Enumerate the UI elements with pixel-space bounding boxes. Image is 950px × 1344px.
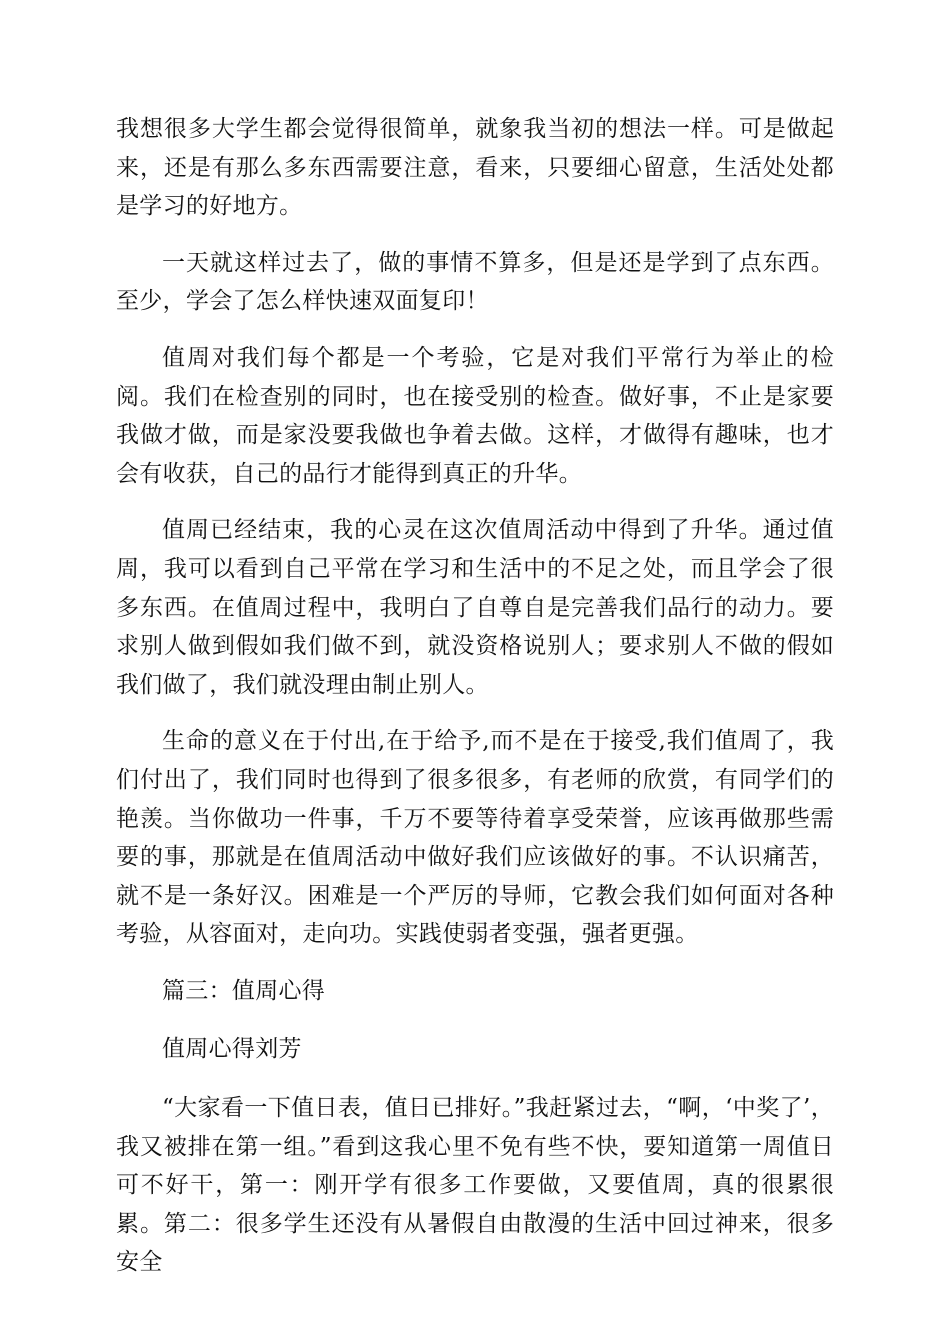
paragraph: 值周对我们每个都是一个考验，它是对我们平常行为举止的检阅。我们在检查别的同时，也在接受别的检查。做好事，不止是家要我做才做，而是家没要我做也争着去做。这样，才做得有趣味，也才会有收获，自己的品行才能得到真正的升华。 [116, 344, 834, 487]
document-body [116, 110, 834, 1300]
paragraph: 值周已经结束，我的心灵在这次值周活动中得到了升华。通过值周，我可以看到自己平常在学习和生活中的不足之处，而且学会了很多东西。在值周过程中，我明白了自尊自是完善我们品行的动力。要求别人做到假如我们做不到，就没资格说别人；要求别人不做的假如我们做了，我们就没理由制止别人。 [116, 517, 834, 698]
paragraph: 一天就这样过去了，做的事情不算多，但是还是学到了点东西。至少，学会了怎么样快速双面复印！ [116, 249, 834, 315]
section-heading: 篇三：值周心得 [162, 977, 326, 1004]
section-subtitle: 值周心得刘芳 [162, 1036, 302, 1063]
paragraph: “大家看一下值日表，值日已排好。”我赶紧过去，“啊，‘中奖了’，我又被排在第一组。”看到这我心里不免有些不快，要知道第一周值日可不好干，第一：刚开学有很多工作要做，又要值周，真的很累很累。第二：很多学生还没有从暑假自由散漫的生活中回过神来，很多安全 [116, 1095, 834, 1276]
paragraph: 生命的意义在于付出,在于给予,而不是在于接受,我们值周了，我们付出了，我们同时也得到了很多很多，有老师的欣赏，有同学们的艳羡。当你做功一件事，千万不要等待着享受荣誉，应该再做那些需要的事，那就是在值周活动中做好我们应该做好的事。不认识痛苦，就不是一条好汉。困难是一个严厉的导师，它教会我们如何面对各种考验，从容面对，走向功。实践使弱者变强，强者更强。 [116, 728, 834, 948]
paragraph-continuation: 我想很多大学生都会觉得很简单，就象我当初的想法一样。可是做起来，还是有那么多东西需要注意，看来，只要细心留意，生活处处都是学习的好地方。 [116, 116, 834, 220]
